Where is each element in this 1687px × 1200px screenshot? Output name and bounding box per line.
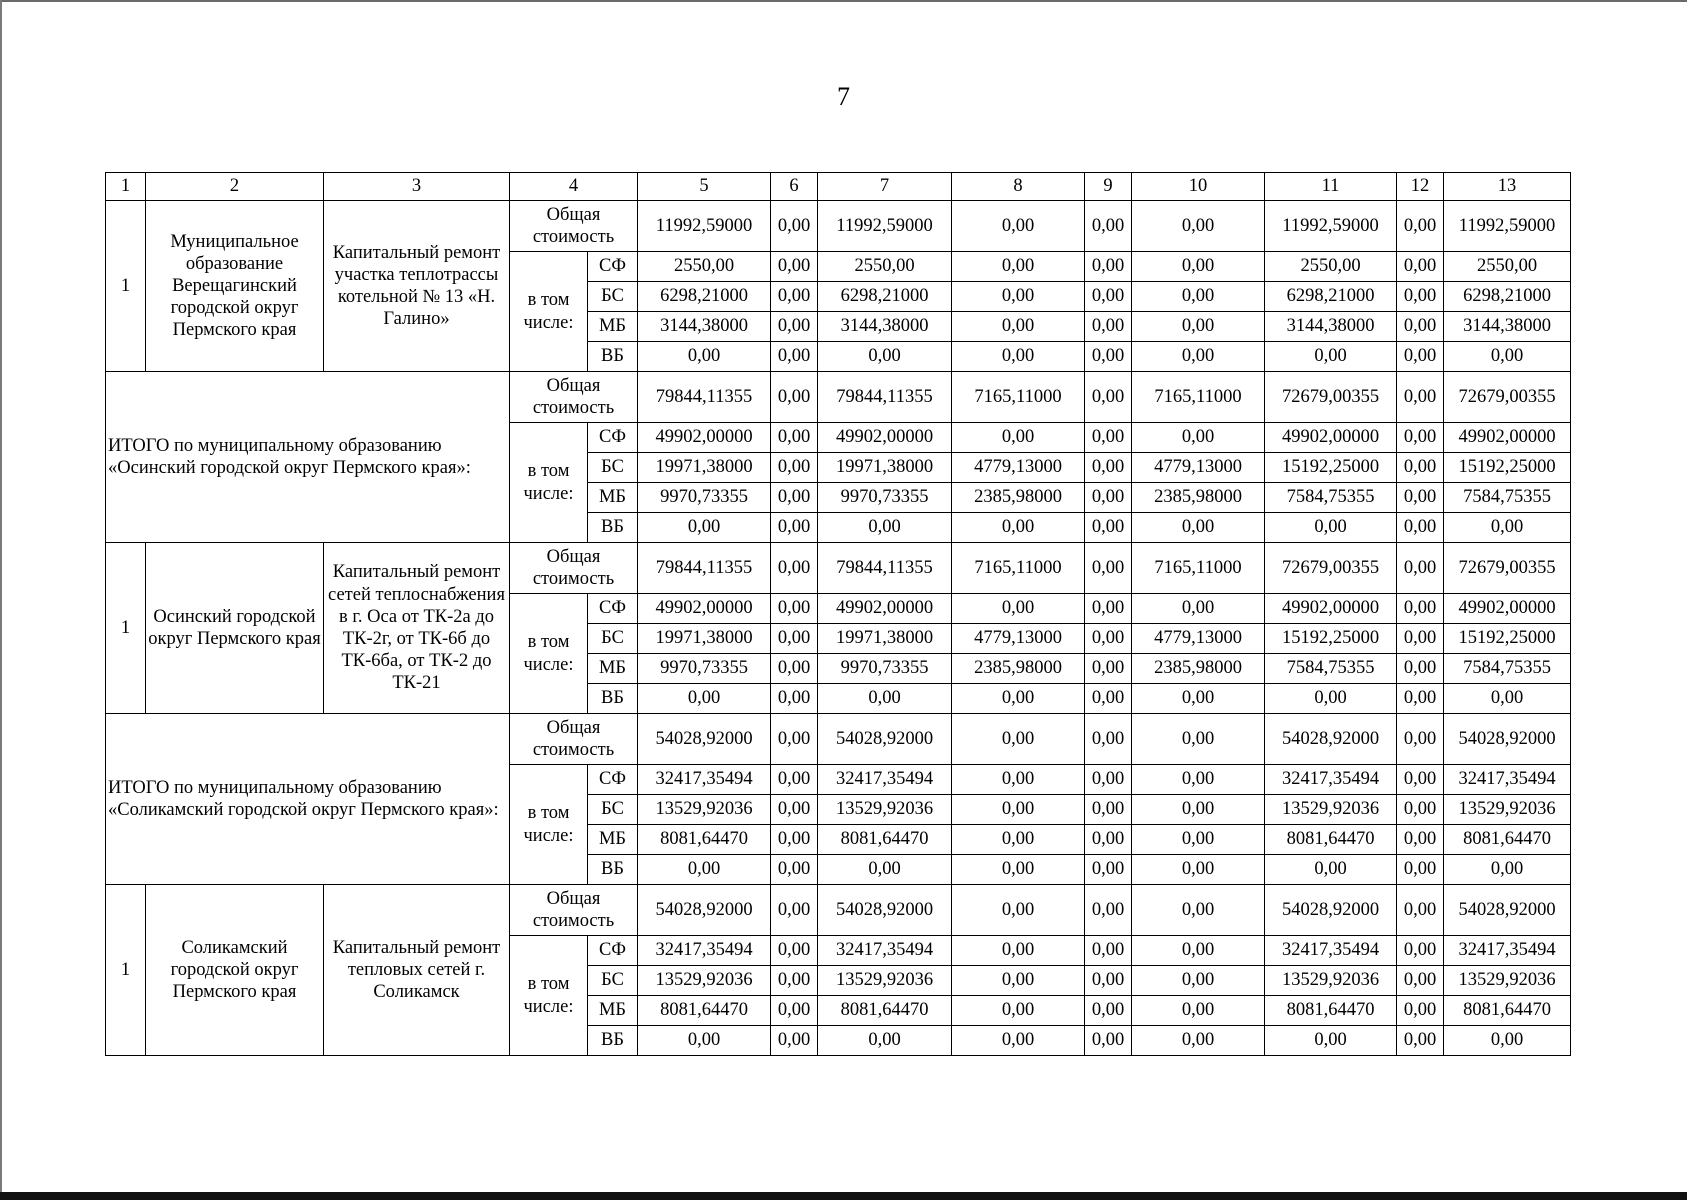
value-cell: 0,00	[771, 936, 818, 966]
value-cell: 79844,11355	[818, 543, 952, 594]
value-cell: 0,00	[638, 684, 771, 714]
value-cell: 0,00	[1085, 714, 1132, 765]
value-cell: 0,00	[771, 282, 818, 312]
value-cell: 0,00	[1085, 201, 1132, 252]
value-cell: 0,00	[818, 513, 952, 543]
funding-source-code: СФ	[588, 252, 638, 282]
value-cell: 54028,92000	[638, 714, 771, 765]
value-cell: 0,00	[1132, 765, 1265, 795]
budget-table	[105, 172, 1571, 1056]
value-cell: 0,00	[771, 996, 818, 1026]
value-cell: 32417,35494	[638, 765, 771, 795]
value-cell: 0,00	[638, 855, 771, 885]
scan-left-edge	[0, 0, 2, 1200]
value-cell: 72679,00355	[1265, 543, 1397, 594]
funding-source-code: МБ	[588, 312, 638, 342]
value-cell: 2385,98000	[1132, 483, 1265, 513]
value-cell: 79844,11355	[818, 372, 952, 423]
value-cell: 6298,21000	[638, 282, 771, 312]
value-cell: 0,00	[952, 312, 1085, 342]
value-cell: 0,00	[952, 684, 1085, 714]
value-cell: 0,00	[1397, 282, 1444, 312]
column-number-cell: 11	[1265, 173, 1397, 201]
value-cell: 9970,73355	[638, 483, 771, 513]
value-cell: 54028,92000	[818, 885, 952, 936]
value-cell: 0,00	[771, 312, 818, 342]
value-cell: 0,00	[638, 513, 771, 543]
column-number-cell: 4	[510, 173, 638, 201]
value-cell: 4779,13000	[952, 624, 1085, 654]
value-cell: 19971,38000	[818, 453, 952, 483]
value-cell: 0,00	[638, 342, 771, 372]
project-total-row	[106, 201, 1571, 252]
value-cell: 0,00	[1397, 795, 1444, 825]
value-cell: 0,00	[771, 372, 818, 423]
value-cell: 0,00	[1085, 855, 1132, 885]
value-cell: 54028,92000	[638, 885, 771, 936]
summary-total-row	[106, 714, 1571, 765]
column-number-cell: 1	[106, 173, 146, 201]
value-cell: 0,00	[952, 765, 1085, 795]
value-cell: 0,00	[771, 966, 818, 996]
value-cell: 54028,92000	[1444, 885, 1571, 936]
value-cell: 0,00	[1397, 252, 1444, 282]
column-number-cell: 9	[1085, 173, 1132, 201]
value-cell: 9970,73355	[818, 483, 952, 513]
value-cell: 0,00	[952, 966, 1085, 996]
value-cell: 0,00	[952, 282, 1085, 312]
value-cell: 0,00	[952, 825, 1085, 855]
value-cell: 32417,35494	[818, 936, 952, 966]
value-cell: 0,00	[952, 885, 1085, 936]
value-cell: 0,00	[771, 714, 818, 765]
value-cell: 19971,38000	[638, 624, 771, 654]
value-cell: 0,00	[1397, 624, 1444, 654]
value-cell: 0,00	[771, 1026, 818, 1056]
value-cell: 0,00	[1397, 996, 1444, 1026]
value-cell: 0,00	[1085, 654, 1132, 684]
column-number-cell: 7	[818, 173, 952, 201]
value-cell: 13529,92036	[638, 966, 771, 996]
row-number: 1	[106, 543, 146, 714]
total-cost-label: Общая стоимость	[510, 714, 638, 765]
funding-source-code: СФ	[588, 765, 638, 795]
value-cell: 0,00	[1132, 885, 1265, 936]
funding-source-code: ВБ	[588, 855, 638, 885]
funding-source-code: БС	[588, 966, 638, 996]
value-cell: 0,00	[952, 594, 1085, 624]
value-cell: 79844,11355	[638, 372, 771, 423]
value-cell: 13529,92036	[818, 966, 952, 996]
value-cell: 0,00	[771, 201, 818, 252]
value-cell: 0,00	[771, 342, 818, 372]
value-cell: 4779,13000	[1132, 624, 1265, 654]
value-cell: 0,00	[1085, 885, 1132, 936]
value-cell: 49902,00000	[1444, 594, 1571, 624]
value-cell: 0,00	[1397, 654, 1444, 684]
value-cell: 0,00	[952, 1026, 1085, 1056]
including-label: в том числе:	[510, 594, 588, 714]
value-cell: 0,00	[1085, 483, 1132, 513]
value-cell: 32417,35494	[1265, 765, 1397, 795]
value-cell: 49902,00000	[638, 423, 771, 453]
value-cell: 0,00	[1085, 312, 1132, 342]
row-number: 1	[106, 201, 146, 372]
value-cell: 4779,13000	[1132, 453, 1265, 483]
value-cell: 19971,38000	[638, 453, 771, 483]
value-cell: 7584,75355	[1265, 654, 1397, 684]
value-cell: 0,00	[1444, 684, 1571, 714]
column-number-cell: 2	[146, 173, 324, 201]
value-cell: 13529,92036	[1444, 966, 1571, 996]
value-cell: 0,00	[1444, 855, 1571, 885]
value-cell: 0,00	[1132, 513, 1265, 543]
value-cell: 13529,92036	[1265, 966, 1397, 996]
value-cell: 0,00	[771, 624, 818, 654]
value-cell: 0,00	[1397, 936, 1444, 966]
value-cell: 32417,35494	[818, 765, 952, 795]
value-cell: 3144,38000	[818, 312, 952, 342]
value-cell: 0,00	[1132, 684, 1265, 714]
value-cell: 0,00	[818, 855, 952, 885]
value-cell: 0,00	[1085, 765, 1132, 795]
value-cell: 15192,25000	[1265, 624, 1397, 654]
column-number-cell: 6	[771, 173, 818, 201]
value-cell: 0,00	[1265, 342, 1397, 372]
value-cell: 0,00	[638, 1026, 771, 1056]
value-cell: 0,00	[952, 423, 1085, 453]
value-cell: 0,00	[1085, 936, 1132, 966]
value-cell: 0,00	[1085, 423, 1132, 453]
value-cell: 0,00	[771, 453, 818, 483]
funding-source-code: СФ	[588, 936, 638, 966]
value-cell: 49902,00000	[1444, 423, 1571, 453]
value-cell: 19971,38000	[818, 624, 952, 654]
funding-source-code: БС	[588, 282, 638, 312]
value-cell: 3144,38000	[1444, 312, 1571, 342]
value-cell: 0,00	[1397, 342, 1444, 372]
value-cell: 49902,00000	[638, 594, 771, 624]
value-cell: 0,00	[1397, 825, 1444, 855]
value-cell: 0,00	[1132, 936, 1265, 966]
value-cell: 0,00	[952, 342, 1085, 372]
municipality-name: Осинский городской округ Пермского края	[146, 543, 324, 714]
value-cell: 9970,73355	[818, 654, 952, 684]
funding-source-code: ВБ	[588, 684, 638, 714]
value-cell: 0,00	[952, 513, 1085, 543]
value-cell: 0,00	[1132, 282, 1265, 312]
value-cell: 49902,00000	[818, 423, 952, 453]
value-cell: 0,00	[1132, 825, 1265, 855]
value-cell: 2385,98000	[1132, 654, 1265, 684]
value-cell: 32417,35494	[1265, 936, 1397, 966]
project-object: Капитальный ремонт тепловых сетей г. Соликамск	[324, 885, 510, 1056]
project-total-row	[106, 885, 1571, 936]
value-cell: 0,00	[1397, 312, 1444, 342]
value-cell: 0,00	[952, 936, 1085, 966]
total-cost-label: Общая стоимость	[510, 372, 638, 423]
value-cell: 0,00	[1085, 282, 1132, 312]
value-cell: 0,00	[1132, 714, 1265, 765]
value-cell: 0,00	[1265, 684, 1397, 714]
value-cell: 0,00	[1132, 342, 1265, 372]
column-number-row	[106, 173, 1571, 201]
value-cell: 0,00	[1132, 996, 1265, 1026]
summary-total-row	[106, 372, 1571, 423]
value-cell: 0,00	[1397, 885, 1444, 936]
value-cell: 0,00	[1265, 855, 1397, 885]
value-cell: 15192,25000	[1444, 624, 1571, 654]
funding-source-code: МБ	[588, 825, 638, 855]
value-cell: 0,00	[818, 342, 952, 372]
summary-title: ИТОГО по муниципальному образованию «Осинский городской округ Пермского края»:	[106, 372, 510, 543]
value-cell: 0,00	[1132, 966, 1265, 996]
value-cell: 0,00	[1085, 453, 1132, 483]
value-cell: 0,00	[952, 996, 1085, 1026]
value-cell: 2550,00	[1265, 252, 1397, 282]
including-label: в том числе:	[510, 936, 588, 1056]
value-cell: 7584,75355	[1444, 654, 1571, 684]
value-cell: 3144,38000	[1265, 312, 1397, 342]
value-cell: 2550,00	[818, 252, 952, 282]
value-cell: 49902,00000	[1265, 594, 1397, 624]
value-cell: 15192,25000	[1265, 453, 1397, 483]
value-cell: 0,00	[771, 855, 818, 885]
scan-top-edge	[0, 0, 1687, 2]
value-cell: 72679,00355	[1444, 543, 1571, 594]
value-cell: 0,00	[1085, 252, 1132, 282]
funding-source-code: БС	[588, 624, 638, 654]
value-cell: 0,00	[771, 543, 818, 594]
value-cell: 0,00	[1085, 624, 1132, 654]
value-cell: 0,00	[1444, 342, 1571, 372]
total-cost-label: Общая стоимость	[510, 885, 638, 936]
value-cell: 0,00	[1085, 372, 1132, 423]
value-cell: 0,00	[1085, 996, 1132, 1026]
funding-source-code: МБ	[588, 654, 638, 684]
value-cell: 11992,59000	[818, 201, 952, 252]
value-cell: 0,00	[771, 795, 818, 825]
value-cell: 0,00	[1132, 252, 1265, 282]
value-cell: 0,00	[1397, 684, 1444, 714]
value-cell: 0,00	[1085, 684, 1132, 714]
value-cell: 0,00	[1132, 855, 1265, 885]
value-cell: 0,00	[1085, 1026, 1132, 1056]
value-cell: 0,00	[1397, 543, 1444, 594]
funding-source-code: ВБ	[588, 342, 638, 372]
value-cell: 0,00	[1397, 966, 1444, 996]
value-cell: 8081,64470	[818, 996, 952, 1026]
value-cell: 0,00	[1265, 1026, 1397, 1056]
value-cell: 0,00	[1085, 594, 1132, 624]
value-cell: 54028,92000	[818, 714, 952, 765]
funding-source-code: БС	[588, 453, 638, 483]
value-cell: 0,00	[1444, 513, 1571, 543]
value-cell: 72679,00355	[1444, 372, 1571, 423]
value-cell: 0,00	[1397, 714, 1444, 765]
value-cell: 8081,64470	[1444, 825, 1571, 855]
funding-source-code: ВБ	[588, 1026, 638, 1056]
value-cell: 0,00	[1397, 423, 1444, 453]
value-cell: 0,00	[771, 825, 818, 855]
value-cell: 13529,92036	[1265, 795, 1397, 825]
value-cell: 0,00	[771, 765, 818, 795]
value-cell: 79844,11355	[638, 543, 771, 594]
value-cell: 2385,98000	[952, 654, 1085, 684]
funding-source-code: СФ	[588, 423, 638, 453]
value-cell: 7165,11000	[952, 543, 1085, 594]
value-cell: 11992,59000	[638, 201, 771, 252]
municipality-name: Муниципальное образование Верещагинский городской округ Пермского края	[146, 201, 324, 372]
including-label: в том числе:	[510, 765, 588, 885]
value-cell: 4779,13000	[952, 453, 1085, 483]
value-cell: 2550,00	[1444, 252, 1571, 282]
value-cell: 0,00	[771, 483, 818, 513]
value-cell: 2385,98000	[952, 483, 1085, 513]
value-cell: 8081,64470	[1444, 996, 1571, 1026]
value-cell: 0,00	[952, 201, 1085, 252]
value-cell: 0,00	[1085, 513, 1132, 543]
value-cell: 7165,11000	[1132, 372, 1265, 423]
value-cell: 0,00	[771, 684, 818, 714]
including-label: в том числе:	[510, 423, 588, 543]
value-cell: 0,00	[1397, 765, 1444, 795]
value-cell: 8081,64470	[638, 825, 771, 855]
value-cell: 0,00	[818, 1026, 952, 1056]
total-cost-label: Общая стоимость	[510, 543, 638, 594]
value-cell: 32417,35494	[1444, 936, 1571, 966]
value-cell: 3144,38000	[638, 312, 771, 342]
value-cell: 0,00	[1132, 594, 1265, 624]
column-number-cell: 10	[1132, 173, 1265, 201]
value-cell: 6298,21000	[1444, 282, 1571, 312]
value-cell: 0,00	[1265, 513, 1397, 543]
value-cell: 0,00	[1132, 312, 1265, 342]
value-cell: 0,00	[1085, 342, 1132, 372]
funding-source-code: МБ	[588, 996, 638, 1026]
value-cell: 0,00	[1085, 825, 1132, 855]
value-cell: 11992,59000	[1265, 201, 1397, 252]
column-number-cell: 8	[952, 173, 1085, 201]
value-cell: 7165,11000	[1132, 543, 1265, 594]
value-cell: 0,00	[818, 684, 952, 714]
value-cell: 0,00	[952, 795, 1085, 825]
table-body	[106, 173, 1571, 1056]
value-cell: 0,00	[1397, 513, 1444, 543]
value-cell: 0,00	[771, 885, 818, 936]
value-cell: 0,00	[1397, 453, 1444, 483]
value-cell: 0,00	[952, 252, 1085, 282]
value-cell: 13529,92036	[638, 795, 771, 825]
value-cell: 0,00	[1397, 1026, 1444, 1056]
value-cell: 0,00	[771, 513, 818, 543]
value-cell: 8081,64470	[818, 825, 952, 855]
value-cell: 49902,00000	[1265, 423, 1397, 453]
value-cell: 0,00	[952, 855, 1085, 885]
funding-source-code: МБ	[588, 483, 638, 513]
value-cell: 32417,35494	[638, 936, 771, 966]
value-cell: 13529,92036	[1444, 795, 1571, 825]
value-cell: 0,00	[771, 654, 818, 684]
value-cell: 7165,11000	[952, 372, 1085, 423]
value-cell: 0,00	[1397, 201, 1444, 252]
value-cell: 11992,59000	[1444, 201, 1571, 252]
value-cell: 32417,35494	[1444, 765, 1571, 795]
value-cell: 0,00	[1397, 372, 1444, 423]
value-cell: 8081,64470	[638, 996, 771, 1026]
value-cell: 0,00	[1444, 1026, 1571, 1056]
value-cell: 0,00	[1132, 795, 1265, 825]
value-cell: 7584,75355	[1265, 483, 1397, 513]
value-cell: 9970,73355	[638, 654, 771, 684]
value-cell: 0,00	[1132, 201, 1265, 252]
project-object: Капитальный ремонт участка теплотрассы котельной № 13 «Н. Галино»	[324, 201, 510, 372]
value-cell: 0,00	[1397, 594, 1444, 624]
value-cell: 15192,25000	[1444, 453, 1571, 483]
column-number-cell: 5	[638, 173, 771, 201]
funding-source-code: БС	[588, 795, 638, 825]
municipality-name: Соликамский городской округ Пермского края	[146, 885, 324, 1056]
value-cell: 0,00	[771, 423, 818, 453]
column-number-cell: 3	[324, 173, 510, 201]
value-cell: 13529,92036	[818, 795, 952, 825]
total-cost-label: Общая стоимость	[510, 201, 638, 252]
value-cell: 8081,64470	[1265, 996, 1397, 1026]
value-cell: 0,00	[771, 594, 818, 624]
including-label: в том числе:	[510, 252, 588, 372]
value-cell: 54028,92000	[1265, 714, 1397, 765]
value-cell: 6298,21000	[818, 282, 952, 312]
value-cell: 49902,00000	[818, 594, 952, 624]
value-cell: 54028,92000	[1265, 885, 1397, 936]
value-cell: 7584,75355	[1444, 483, 1571, 513]
value-cell: 54028,92000	[1444, 714, 1571, 765]
value-cell: 0,00	[1085, 543, 1132, 594]
value-cell: 0,00	[1132, 1026, 1265, 1056]
value-cell: 0,00	[1397, 483, 1444, 513]
value-cell: 72679,00355	[1265, 372, 1397, 423]
value-cell: 0,00	[771, 252, 818, 282]
row-number: 1	[106, 885, 146, 1056]
funding-source-code: ВБ	[588, 513, 638, 543]
value-cell: 0,00	[952, 714, 1085, 765]
value-cell: 0,00	[1085, 795, 1132, 825]
column-number-cell: 13	[1444, 173, 1571, 201]
scan-bottom-edge	[0, 1192, 1687, 1200]
value-cell: 0,00	[1085, 966, 1132, 996]
value-cell: 6298,21000	[1265, 282, 1397, 312]
page-number: 7	[837, 82, 850, 111]
funding-source-code: СФ	[588, 594, 638, 624]
project-total-row	[106, 543, 1571, 594]
value-cell: 0,00	[1397, 855, 1444, 885]
value-cell: 0,00	[1132, 423, 1265, 453]
value-cell: 8081,64470	[1265, 825, 1397, 855]
column-number-cell: 12	[1397, 173, 1444, 201]
summary-title: ИТОГО по муниципальному образованию «Соликамский городской округ Пермского края»:	[106, 714, 510, 885]
value-cell: 2550,00	[638, 252, 771, 282]
project-object: Капитальный ремонт сетей теплоснабжения в г. Оса от ТК-2а до ТК-2г, от ТК-6б до ТК-6ба, от ТК-2 до ТК-21	[324, 543, 510, 714]
